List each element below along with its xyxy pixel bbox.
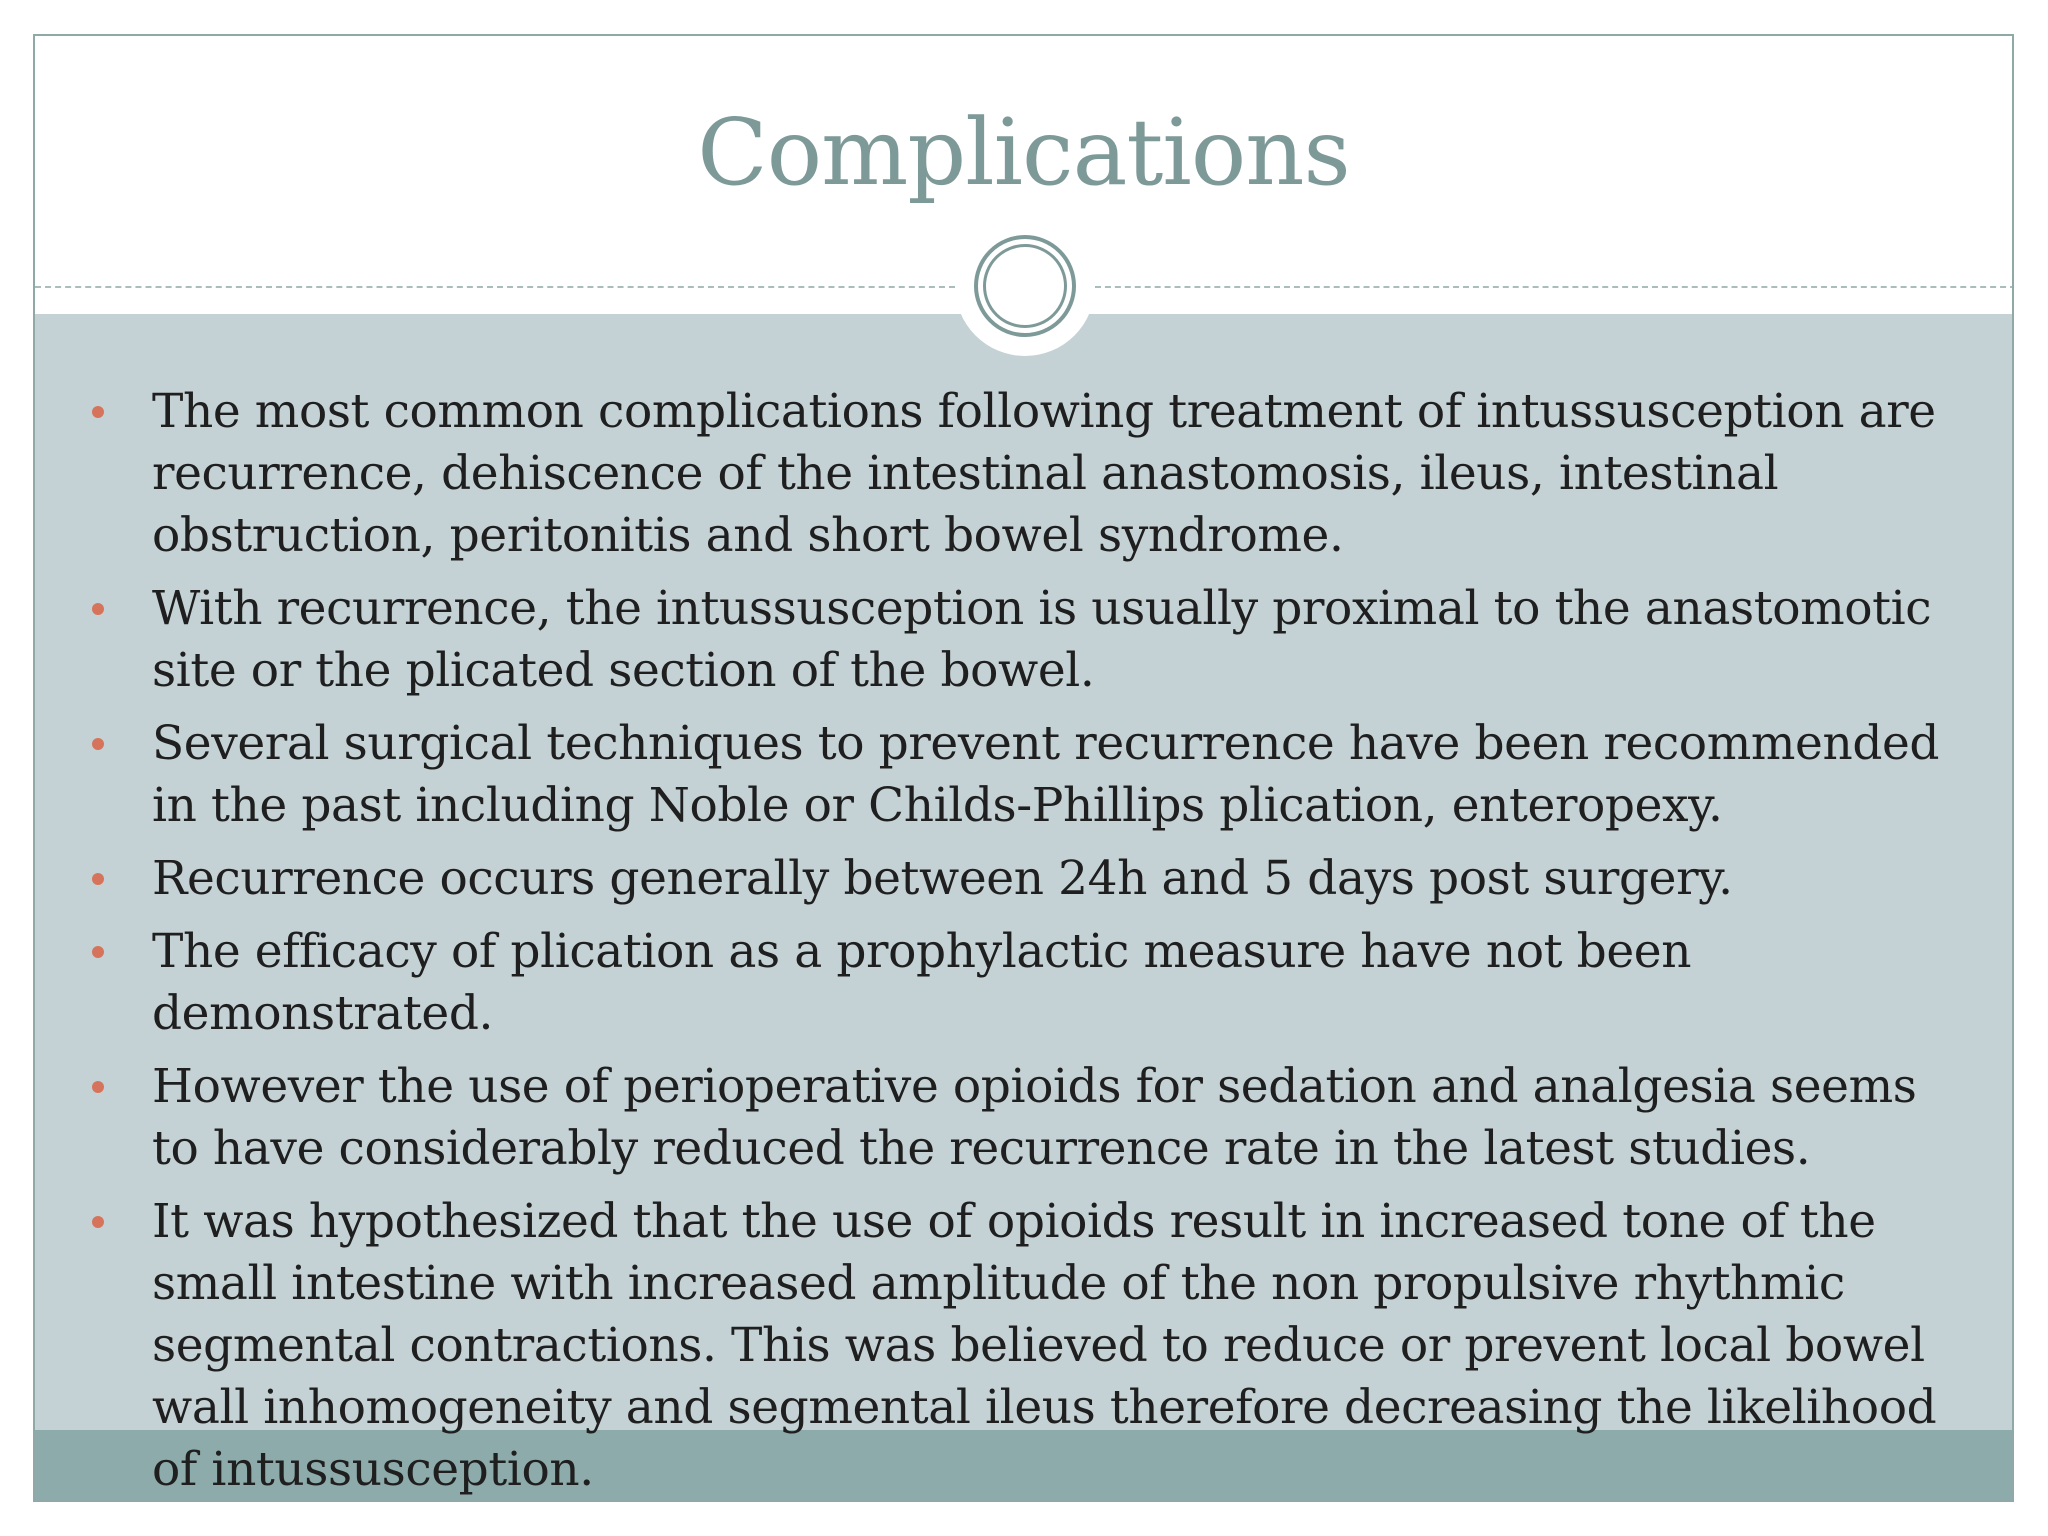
bullet-dot-icon — [92, 873, 104, 885]
bullet-dot-icon — [92, 1216, 104, 1228]
bullet-text: It was hypothesized that the use of opioids result in increased tone of the small intestine with increased amplitude of the non propulsive rhythmic segmental contractions. This was believed to reduce or prevent local bowel wall inhomogeneity and segmental ileus therefore decreasing the likelihood of intussusception. — [152, 1194, 1937, 1497]
ornament-inner-ring — [983, 244, 1067, 328]
bullet-text: The most common complications following treatment of intussusception are recurrence, dehiscence of the intestinal anastomosis, ileus, intestinal obstruction, peritonitis and short bowel syndrome. — [152, 384, 1936, 563]
title-divider-left — [35, 286, 955, 288]
title-divider-right — [1095, 286, 2014, 288]
slide — [33, 34, 2014, 1502]
bullet-item — [35, 713, 2012, 837]
bullet-item — [35, 578, 2012, 702]
bullet-dot-icon — [92, 603, 104, 615]
bullet-text: With recurrence, the intussusception is usually proximal to the anastomotic site or the plicated section of the bowel. — [152, 581, 1932, 698]
bullet-item — [35, 848, 2012, 910]
bullet-list — [35, 381, 2012, 1502]
bullet-item — [35, 1056, 2012, 1180]
slide-title: Complications — [697, 99, 1350, 206]
bullet-item — [35, 921, 2012, 1045]
bullet-text: Several surgical techniques to prevent recurrence have been recommended in the past including Noble or Childs-Phillips plication, enteropexy. — [152, 716, 1940, 833]
bullet-text: Recurrence occurs generally between 24h and 5 days post surgery. — [152, 851, 1733, 906]
bullet-item — [35, 1191, 2012, 1501]
bullet-text: However the use of perioperative opioids for sedation and analgesia seems to have considerably reduced the recurrence rate in the latest studies. — [152, 1059, 1917, 1176]
bullet-item — [35, 381, 2012, 567]
bullet-dot-icon — [92, 1081, 104, 1093]
bullet-text: The efficacy of plication as a prophylactic measure have not been demonstrated. — [152, 924, 1692, 1041]
bullet-dot-icon — [92, 946, 104, 958]
bullet-dot-icon — [92, 738, 104, 750]
bullet-dot-icon — [92, 406, 104, 418]
